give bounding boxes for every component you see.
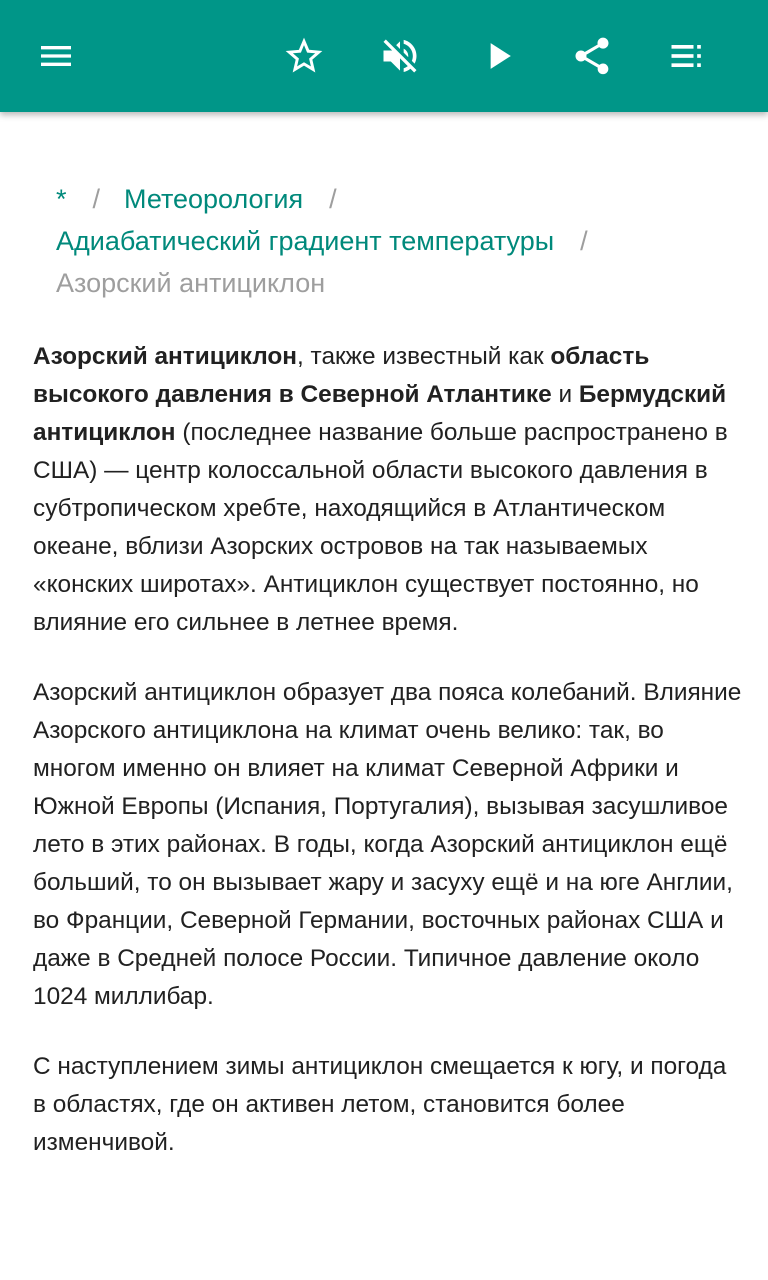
menu-icon [36,36,76,76]
article-paragraph: С наступлением зимы антициклон смещается к югу, и погода в областях, где он активен летом, становится более изменчивой. [33,1053,727,1156]
article-content [0,112,768,1280]
breadcrumb-meteorology-link[interactable]: Метеорология [124,184,304,214]
bold-term: область высокого давления в Северной Атлантике [33,343,650,408]
breadcrumb-current: Азорский антициклон [56,268,326,298]
play-button[interactable] [466,24,530,88]
play-icon [476,34,520,78]
article-paragraph [33,338,743,642]
playlist-icon [666,34,710,78]
menu-button[interactable] [24,24,88,88]
paragraph-text: и [551,381,579,408]
paragraph-text: (последнее название больше распространено в США) — центр колоссальной области высокого давления в субтропическом хребте, находящийся в Атлантическом океане, вблизи Азорских островов на так называемых «конских широтах». Антициклон существует постоянно, но влияние его сильнее в летнее время. [33,419,728,636]
breadcrumb-home-link[interactable]: * [56,184,67,214]
breadcrumb-separator: / [92,184,101,214]
breadcrumb-separator: / [329,184,337,214]
volume-off-icon [378,34,422,78]
star-icon [282,34,326,78]
breadcrumb-gradient-link[interactable]: Адиабатический градиент температуры [56,226,555,256]
bold-term: Бермудский антициклон [33,381,727,446]
top-app-bar [0,0,768,112]
bold-term: Азорский антициклон [33,343,297,370]
favorite-button[interactable] [272,24,336,88]
article-paragraph: Азорский антициклон образует два пояса колебаний. Влияние Азорского антициклона на климат очень велико: так, во многом именно он влияет на климат Северной Африки и Южной Европы (Испания, Португалия), вызывая засушливое лето в этих районах. В годы, когда Азорский антициклон ещё больший, то он вызывает жару и засуху ещё и на юге Англии, во Франции, Северной Германии, восточных районах США и даже в Средней полосе России. Типичное давление около 1024 миллибар. [33,679,742,1010]
article-body [33,338,743,1194]
share-button[interactable] [560,24,624,88]
breadcrumb [56,178,736,304]
share-icon [570,34,614,78]
breadcrumb-separator: / [580,226,588,256]
playlist-button[interactable] [656,24,720,88]
mute-button[interactable] [368,24,432,88]
paragraph-text: , также известный как [297,343,551,370]
